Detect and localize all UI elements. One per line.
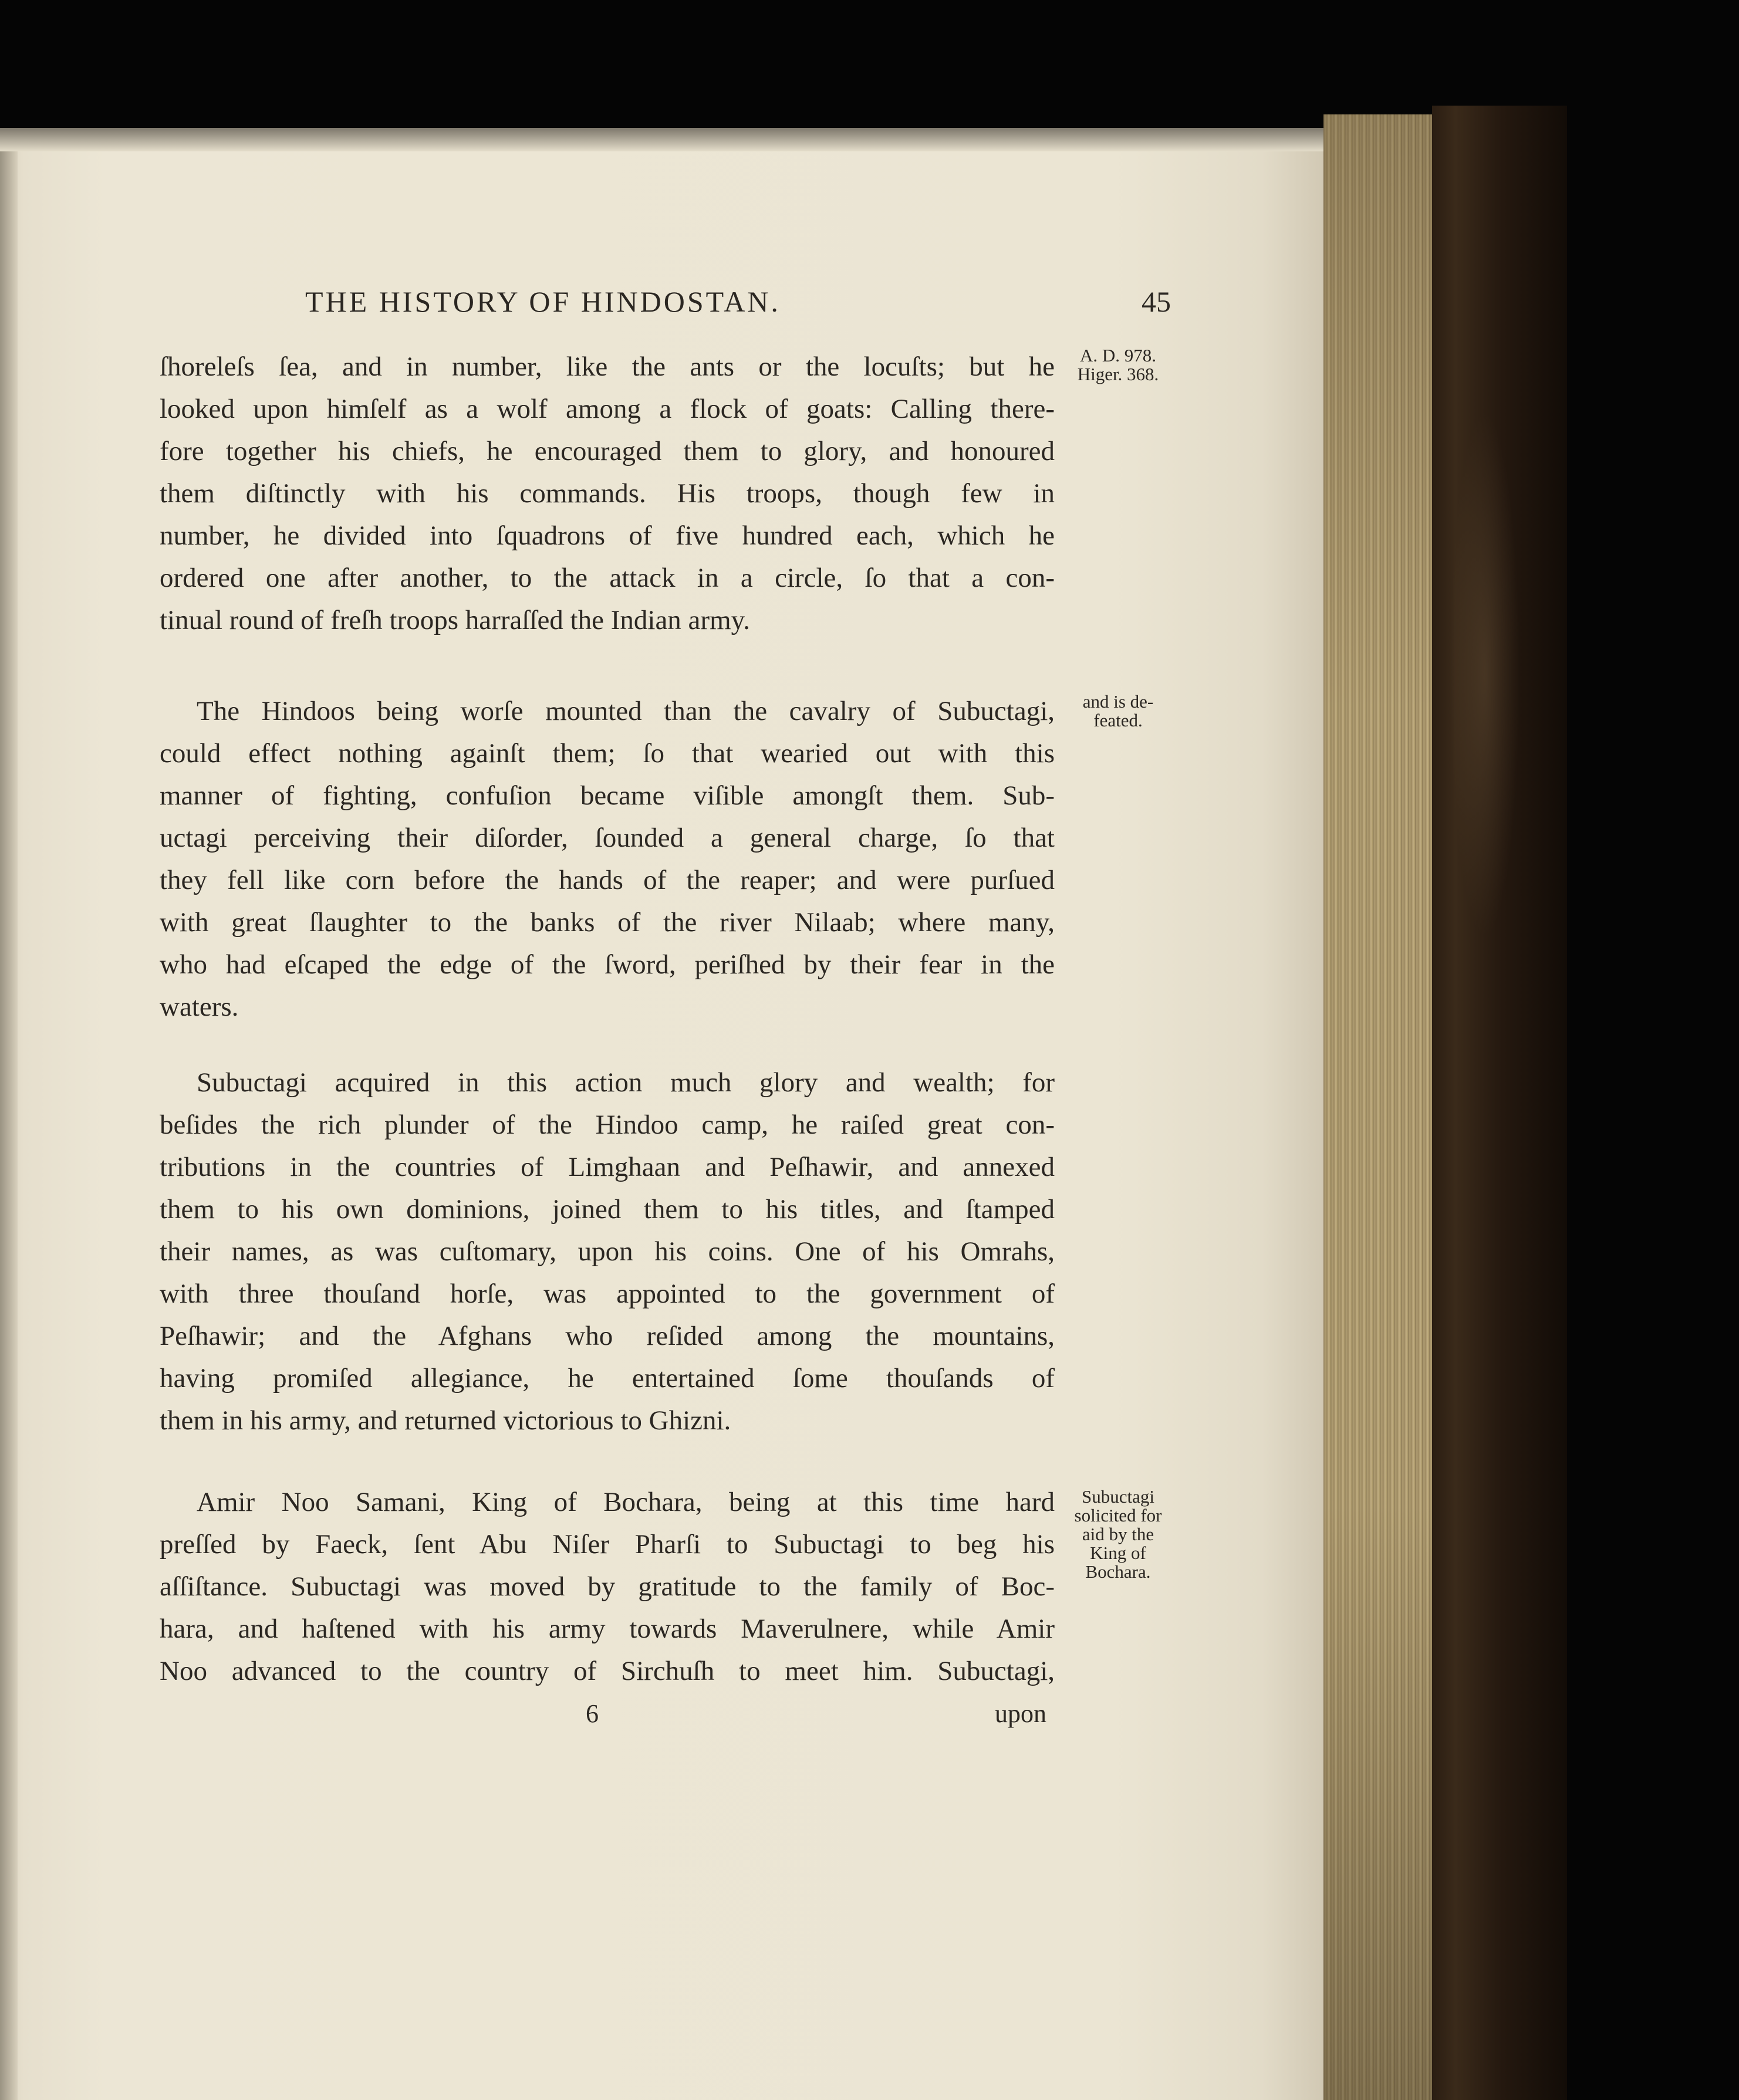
text-line: looked upon himſelf as a wolf among a flock of goats: Calling there- bbox=[160, 394, 1055, 424]
text-line: waters. bbox=[160, 992, 239, 1022]
text-line: fore together his chiefs, he encouraged them to glory, and honoured bbox=[160, 436, 1055, 466]
margin-note-line: A. D. 978. bbox=[1079, 345, 1157, 366]
text-line: ordered one after another, to the attack in a circle, ſo that a con- bbox=[160, 563, 1055, 593]
text-line: Subuctagi acquired in this action much glory and wealth; for bbox=[197, 1067, 1055, 1098]
text-line: beſides the rich plunder of the Hindoo camp, he raiſed great con- bbox=[160, 1110, 1055, 1140]
margin-note-line: aid by the bbox=[1082, 1524, 1154, 1544]
margin-note-defeated bbox=[1059, 692, 1177, 730]
margin-note-line: feated. bbox=[1093, 710, 1143, 731]
text-line: them diſtinctly with his commands. His troops, though few in bbox=[160, 478, 1055, 509]
fore-edge-shading bbox=[1323, 114, 1435, 2100]
text-line: them to his own dominions, joined them to his titles, and ſtamped bbox=[160, 1194, 1055, 1225]
margin-note-line: Higer. 368. bbox=[1077, 364, 1159, 384]
text-line: could effect nothing againſt them; ſo that wearied out with this bbox=[160, 738, 1055, 769]
text-line: with three thouſand horſe, was appointed to the government of bbox=[160, 1279, 1055, 1309]
text-line: preſſed by Faeck, ſent Abu Niſer Pharſi to Subuctagi to beg his bbox=[160, 1529, 1055, 1560]
cover-sheen bbox=[1450, 411, 1520, 939]
text-line: tinual round of freſh troops harraſſed the Indian army. bbox=[160, 605, 750, 635]
margin-note-line: Bochara. bbox=[1085, 1561, 1151, 1582]
margin-note-solicited bbox=[1059, 1487, 1177, 1581]
text-line: Amir Noo Samani, King of Bochara, being at this time hard bbox=[197, 1487, 1055, 1517]
text-line: Noo advanced to the country of Sirchuſh to meet him. Subuctagi, bbox=[160, 1656, 1055, 1686]
leather-cover bbox=[1432, 106, 1567, 2100]
running-title: THE HISTORY OF HINDOSTAN. bbox=[305, 285, 781, 318]
text-line: hara, and haſtened with his army towards Maverulnere, while Amir bbox=[160, 1614, 1055, 1644]
text-line: with great ſlaughter to the banks of the river Nilaab; where many, bbox=[160, 907, 1055, 938]
text-line: tributions in the countries of Limghaan and Peſhawir, and annexed bbox=[160, 1152, 1055, 1182]
text-line: their names, as was cuſtomary, upon his coins. One of his Omrahs, bbox=[160, 1236, 1055, 1267]
text-line: they fell like corn before the hands of the reaper; and were purſued bbox=[160, 865, 1055, 895]
text-line: manner of fighting, confuſion became viſible amongſt them. Sub- bbox=[160, 780, 1055, 811]
text-line: them in his army, and returned victorious to Ghizni. bbox=[160, 1405, 731, 1436]
text-line: Peſhawir; and the Afghans who reſided among the mountains, bbox=[160, 1321, 1055, 1351]
text-line: who had eſcaped the edge of the ſword, periſhed by their fear in the bbox=[160, 949, 1055, 980]
text-line: aſſiſtance. Subuctagi was moved by gratitude to the family of Boc- bbox=[160, 1571, 1055, 1602]
margin-note-date bbox=[1059, 346, 1177, 384]
margin-note-line: King of bbox=[1090, 1543, 1146, 1563]
text-line: The Hindoos being worſe mounted than the cavalry of Subuctagi, bbox=[197, 696, 1055, 726]
text-line: uctagi perceiving their diſorder, ſounded a general charge, ſo that bbox=[160, 823, 1055, 853]
catchword: upon bbox=[995, 1699, 1046, 1728]
page-number: 45 bbox=[1142, 285, 1171, 318]
text-line: ſhoreleſs ſea, and in number, like the ants or the locuſts; but he bbox=[160, 351, 1055, 382]
page-top-edge bbox=[0, 128, 1332, 151]
margin-note-line: solicited for bbox=[1074, 1505, 1162, 1526]
signature-mark: 6 bbox=[586, 1699, 599, 1728]
text-line: number, he divided into ſquadrons of five hundred each, which he bbox=[160, 520, 1055, 551]
margin-note-line: and is de- bbox=[1082, 691, 1154, 712]
text-line: having promiſed allegiance, he entertained ſome thouſands of bbox=[160, 1363, 1055, 1394]
gutter-shadow bbox=[0, 128, 18, 2100]
margin-note-line: Subuctagi bbox=[1082, 1486, 1154, 1507]
